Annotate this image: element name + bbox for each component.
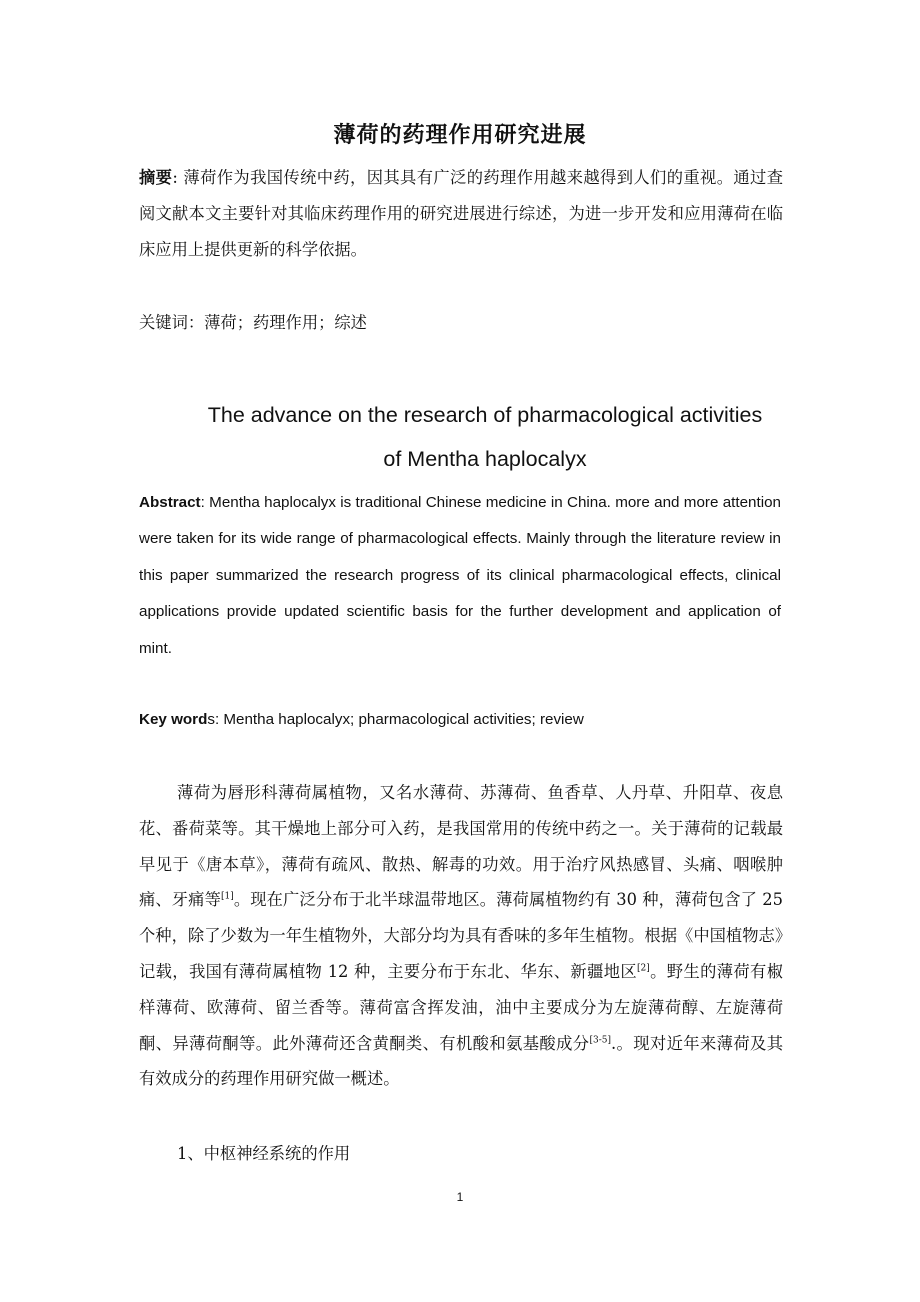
citation-2: [2] — [637, 963, 650, 974]
page-number: 1 — [456, 1190, 464, 1204]
citation-3: [3-5] — [589, 1035, 611, 1046]
english-abstract-text: : Mentha haplocalyx is traditional Chinese medicine in China. more and more attention were taken for its wide range of pharmacological effects. Mainly through the literature review in this paper summarized the research progress of its clinical pharmacological effects, clinical applications provide updated scientific basis for the further development and application of mint. — [139, 494, 781, 657]
chinese-abstract-label: 摘要 — [139, 168, 173, 187]
body-text-2: 。现在广泛分布于北半球温带地区。薄荷属植物约有 30 种，薄荷包含了 25 个种，除了少数为一年生植物外，大部分均为具有香味的多年生植物。根据《中国植物志》记载，我国有薄荷属植物 12 种，主要分布于东北、华东、新疆地区 — [139, 890, 783, 981]
english-title-line-1: The advance on the research of pharmacological activities — [207, 403, 763, 427]
chinese-keywords: 关键词：薄荷；药理作用；综述 — [139, 313, 367, 332]
english-title — [0, 393, 920, 481]
citation-1: [1] — [220, 891, 234, 902]
english-title-line-2: of Mentha haplocalyx — [383, 447, 587, 471]
chinese-title: 薄荷的药理作用研究进展 — [333, 123, 587, 148]
body-text-1: 薄荷为唇形科薄荷属植物，又名水薄荷、苏薄荷、鱼香草、人丹草、升阳草、夜息花、番荷菜等。其干燥地上部分可入药，是我国常用的传统中药之一。关于薄荷的记载最早见于《唐本草》，薄荷有疏风、散热、解毒的功效。用于治疗风热感冒、头痛、咽喉肿痛、牙痛等 — [139, 783, 783, 910]
english-keywords-label: Key word — [139, 711, 208, 728]
body-paragraph — [139, 775, 783, 1097]
body-text-3: 。野生的薄荷有椒样薄荷、欧薄荷、留兰香等。薄荷富含挥发油，油中主要成分为左旋薄荷醇、左旋薄荷酮、异薄荷酮等。此外薄荷还含黄酮类、有机酸和氨基酸成分 — [139, 961, 783, 1053]
section-heading: 1、中枢神经系统的作用 — [177, 1144, 351, 1163]
english-keywords-text: s: Mentha haplocalyx; pharmacological activities; review — [207, 711, 584, 728]
english-abstract — [139, 485, 781, 667]
chinese-abstract-text: 薄荷作为我国传统中药，因其具有广泛的药理作用越来越得到人们的重视。通过查阅文献本文主要针对其临床药理作用的研究进展进行综述，为进一步开发和应用薄荷在临床应用上提供更新的科学依据。 — [139, 168, 783, 259]
english-abstract-label: Abstract — [139, 494, 201, 511]
body-text-4: .。现对近年来薄荷及其有效成分的药理作用研究做一概述。 — [139, 1033, 783, 1089]
english-keywords — [139, 702, 781, 738]
chinese-abstract — [139, 160, 783, 268]
chinese-abstract-colon: : — [172, 168, 178, 187]
